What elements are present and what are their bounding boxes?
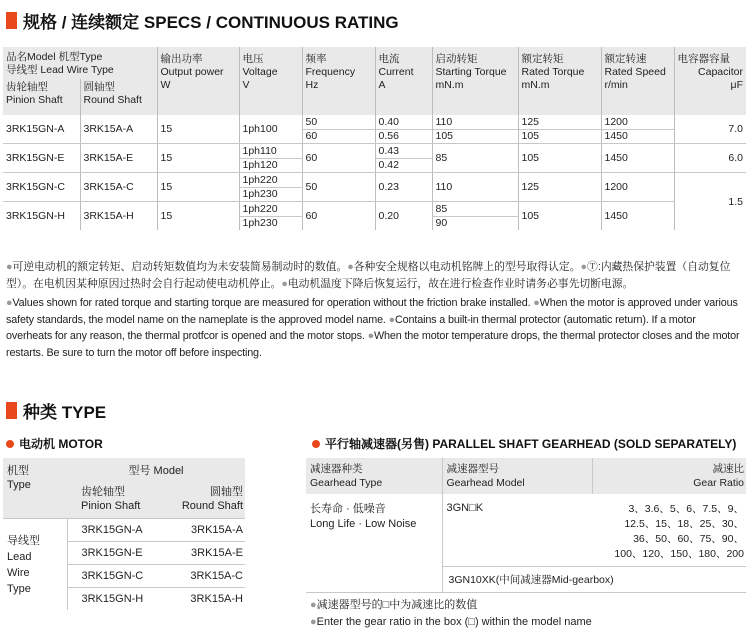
pinion-cell: 3RK15GN-E [3, 144, 80, 173]
header-line: 圆轴型 [210, 486, 243, 498]
start-cell [432, 202, 518, 231]
header-line: Rated Torque [521, 66, 585, 78]
torque-value: 105 [519, 129, 601, 144]
header-line: Type [7, 479, 31, 491]
notes-cn [6, 259, 744, 292]
torque-cell: 105 [518, 202, 601, 231]
output-power-header [157, 47, 239, 115]
torque-cell: 125 [518, 173, 601, 202]
specs-title: 规格 / 连续额定 SPECS / CONTINUOUS RATING [23, 13, 399, 32]
voltage-value: 1ph220 [242, 202, 278, 215]
start-value: 110 [435, 115, 453, 128]
voltage-value: 1ph110 [242, 144, 277, 157]
specs-section-header [6, 8, 399, 33]
header-line: Round Shaft [181, 500, 243, 512]
header-line: 电压 [242, 53, 264, 65]
current-header [375, 47, 432, 115]
voltage-cell [239, 173, 302, 202]
speed-cell [601, 115, 674, 144]
bullet-icon: ● [310, 616, 317, 628]
footnote-text: Enter the gear ratio in the box (□) within the model name [316, 616, 592, 628]
ratio-line: 12.5、15、18、25、30、 [624, 518, 744, 530]
footnote-cn [310, 597, 592, 614]
header-line: 齿轮轴型 [81, 486, 125, 498]
gearhead-subheader [312, 435, 736, 452]
current-value: 0.40 [378, 115, 399, 128]
header-line: 电容器容量 [677, 53, 730, 65]
pinion-cell: 3RK15GN-H [3, 202, 80, 231]
header-line: 减速器型号 [446, 463, 499, 475]
freq-cell [302, 115, 375, 144]
gearhead-model-cell: 3GN□K [442, 494, 592, 567]
motor-type-header [3, 458, 67, 519]
header-line: Pinion Shaft [81, 500, 141, 512]
header-line: Capacitor [698, 66, 743, 78]
note-text: 可逆电动机的额定转矩、启动转矩数值均为未安装简易制动时的数值。 [12, 261, 348, 273]
gearhead-bottom-rule [306, 592, 746, 593]
type-line: Type [7, 582, 31, 595]
bullet-icon: ● [580, 261, 588, 273]
capacitor-header [674, 47, 746, 115]
speed-cell: 1450 [601, 144, 674, 173]
round-cell: 3RK15A-C [157, 565, 245, 588]
note-text: Contains a built-in thermal protector (automatic return). If a motor overheats for any reason, the thermal protfcor is opened and the motor stops. [6, 313, 696, 342]
current-cell [375, 144, 432, 173]
type-section-header [6, 398, 106, 423]
header-line: 圆轴型 [83, 81, 115, 93]
table-row [3, 173, 746, 202]
header-line: Gearhead Model [446, 477, 525, 489]
rated-torque-header [518, 47, 601, 115]
bullet-dot-icon [312, 440, 320, 448]
speed-value: 1450 [602, 129, 674, 144]
gearhead-type-header [306, 458, 442, 494]
pinion-cell: 3RK15GN-E [67, 542, 157, 565]
pinion-cell: 3RK15GN-A [67, 519, 157, 542]
header-line: Voltage [242, 66, 278, 78]
specs-table [3, 47, 746, 230]
start-cell: 110 [432, 173, 518, 202]
header-line: V [242, 79, 250, 91]
footnote-en [310, 614, 592, 631]
header-line: r/min [604, 79, 628, 91]
pinion-cell: 3RK15GN-C [67, 565, 157, 588]
pinion-cell: 3RK15GN-C [3, 173, 80, 202]
round-shaft-header [80, 79, 157, 115]
header-line: 额定转矩 [521, 53, 564, 65]
gearhead-footnotes [310, 597, 592, 631]
bullet-icon: ● [6, 297, 13, 309]
header-line: Rated Speed [604, 66, 666, 78]
gearhead-table [306, 458, 746, 593]
cap-cell: 7.0 [674, 115, 746, 144]
header-line: 频率 [305, 53, 327, 65]
header-line: 减速比 [712, 463, 744, 475]
current-value: 0.42 [376, 158, 432, 173]
pinion-cell: 3RK15GN-A [3, 115, 80, 144]
header-line: 减速器种类 [310, 463, 363, 475]
start-value: 85 [435, 202, 448, 215]
power-cell: 15 [157, 115, 239, 144]
bullet-icon: ● [347, 261, 354, 273]
header-line: Frequency [305, 66, 356, 78]
header-line: Starting Torque [435, 66, 507, 78]
torque-cell [518, 115, 601, 144]
voltage-header [239, 47, 302, 115]
voltage-value: 1ph230 [240, 187, 302, 202]
header-line: 输出功率 [160, 53, 203, 65]
current-cell [375, 115, 432, 144]
bullet-dot-icon [6, 440, 14, 448]
model-type-en: 导线型 Lead Wire Type [6, 64, 114, 76]
current-cell: 0.23 [375, 173, 432, 202]
current-value: 0.56 [376, 129, 432, 144]
current-value: 0.43 [378, 144, 399, 157]
round-cell: 3RK15A-A [80, 115, 157, 144]
cap-cell: 6.0 [674, 144, 746, 173]
bullet-icon: ● [310, 599, 317, 611]
motor-type-label [3, 519, 67, 611]
motor-table [3, 458, 245, 610]
type-title: 种类 TYPE [23, 403, 107, 422]
table-row [3, 202, 746, 231]
gearhead-title: 平行轴减速器(另售) PARALLEL SHAFT GEARHEAD (SOLD SEPARATELY) [325, 437, 737, 451]
note-text: 电动机温度下降后恢复运行，故在进行检查作业时请务必事先切断电源。 [287, 277, 634, 290]
speed-value: 1200 [604, 115, 628, 128]
speed-cell: 1200 [601, 173, 674, 202]
model-type-cn: 品名Model 机型Type [6, 51, 103, 63]
gearhead-ratio-header [592, 458, 746, 494]
motor-subheader [6, 435, 103, 452]
header-line: 机型 [7, 465, 29, 477]
table-row [3, 144, 746, 173]
bullet-icon: ● [388, 313, 396, 326]
round-cell: 3RK15A-E [157, 542, 245, 565]
notes-block [6, 259, 744, 361]
model-type-header [3, 47, 157, 79]
round-cell: 3RK15A-E [80, 144, 157, 173]
type-line: Lead [7, 550, 32, 563]
rated-speed-header [601, 47, 674, 115]
freq-cell: 60 [302, 202, 375, 231]
gearhead-model-header [442, 458, 592, 494]
voltage-value: 1ph120 [240, 158, 302, 173]
motor-round-header [157, 482, 245, 519]
ratio-line: 100、120、150、180、200 [614, 548, 744, 560]
ratio-line: 3、3.6、5、6、7.5、9、 [628, 503, 744, 515]
table-row [306, 494, 746, 567]
gearhead-type-cell [306, 494, 442, 592]
starting-torque-header [432, 47, 518, 115]
header-line: Pinion Shaft [6, 94, 63, 106]
round-cell: 3RK15A-H [80, 202, 157, 231]
pinion-cell: 3RK15GN-H [67, 588, 157, 611]
freq-value: 60 [303, 129, 375, 144]
note-text: When the motor temperature drops, the thermal protector closes and the motor restarts. Be sure to turn the motor off before inspecting. [6, 330, 740, 359]
speed-cell: 1450 [601, 202, 674, 231]
header-line: μF [730, 79, 743, 91]
type-value-en: Long Life · Low Noise [310, 518, 417, 530]
note-text: Ⓣ:内藏热保护装置（自动复位型）。在电机因某种原因过热时会自行起动使电动机停止。 [6, 261, 731, 290]
bullet-icon: ● [6, 261, 13, 273]
voltage-cell: 1ph100 [239, 115, 302, 144]
round-cell: 3RK15A-H [157, 588, 245, 611]
header-line: Round Shaft [83, 94, 142, 106]
header-line: mN.m [435, 79, 464, 91]
voltage-cell [239, 144, 302, 173]
voltage-value: 1ph230 [240, 216, 302, 231]
section-marker-icon [6, 402, 17, 419]
bullet-icon: ● [533, 297, 540, 309]
bullet-icon: ● [367, 330, 374, 342]
ratio-line: 36、50、60、75、90、 [633, 533, 744, 545]
voltage-cell [239, 202, 302, 231]
note-text: 各种安全规格以电动机铭牌上的型号取得认定。 [353, 261, 581, 273]
table-row [3, 115, 746, 144]
mid-gearbox-cell: 3GN10XK(中间减速器Mid-gearbox) [442, 567, 746, 593]
section-marker-icon [6, 12, 17, 29]
motor-model-header: 型号 Model [67, 458, 245, 482]
bullet-icon: ● [281, 277, 288, 290]
header-line: W [160, 79, 171, 91]
freq-cell: 50 [302, 173, 375, 202]
type-line: Wire [7, 566, 30, 579]
footnote-text: 减速器型号的□中为减速比的数值 [316, 599, 478, 611]
header-line: 启动转矩 [435, 53, 478, 65]
table-row [3, 519, 245, 542]
power-cell: 15 [157, 173, 239, 202]
torque-value: 125 [521, 115, 540, 128]
power-cell: 15 [157, 144, 239, 173]
freq-value: 50 [305, 115, 318, 128]
cap-cell: 1.5 [728, 195, 743, 208]
notes-en [6, 295, 744, 361]
note-text: When the motor is approved under various safety standards, the model name on the nameplate is the approved model name. [6, 297, 738, 326]
current-cell: 0.20 [375, 202, 432, 231]
start-value: 105 [433, 129, 518, 144]
header-line: mN.m [521, 79, 550, 91]
voltage-value: 1ph220 [242, 173, 278, 186]
type-value-cn: 长寿命 · 低噪音 [310, 503, 386, 515]
round-cell: 3RK15A-A [157, 519, 245, 542]
gearhead-ratio-cell [592, 494, 746, 567]
pinion-shaft-header [3, 79, 80, 115]
header-line: Hz [305, 79, 319, 91]
power-cell: 15 [157, 202, 239, 231]
frequency-header [302, 47, 375, 115]
torque-cell: 105 [518, 144, 601, 173]
motor-title: 电动机 MOTOR [19, 437, 103, 451]
type-line: 导线型 [7, 534, 40, 547]
note-text: Values shown for rated torque and starting torque are measured for operation without the friction brake installed. [12, 297, 531, 309]
start-cell [432, 115, 518, 144]
header-line: 齿轮轴型 [6, 81, 48, 93]
motor-pinion-header [67, 482, 157, 519]
header-line: 额定转速 [604, 53, 647, 65]
round-cell: 3RK15A-C [80, 173, 157, 202]
freq-cell: 60 [302, 144, 375, 173]
start-cell: 85 [432, 144, 518, 173]
header-line: 电流 [378, 53, 400, 65]
header-line: Current [378, 66, 414, 78]
header-line: A [378, 79, 386, 91]
header-line: Output power [160, 66, 224, 78]
header-line: Gearhead Type [310, 477, 383, 489]
start-value: 90 [433, 216, 518, 231]
header-line: Gear Ratio [693, 477, 744, 489]
